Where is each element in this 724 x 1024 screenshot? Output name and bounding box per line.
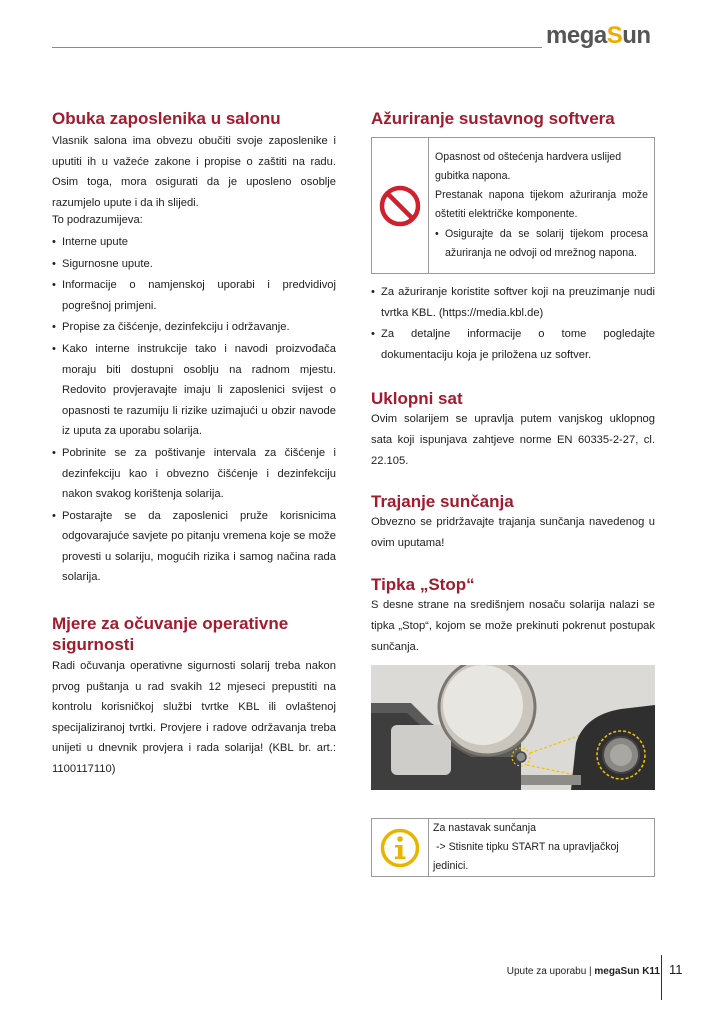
warning-instruction: • Osigurajte da se solarij tijekom procesa ažuriranja ne odvoji od mrežnog napona. (435, 225, 648, 263)
info-line-1: Za nastavak sunčanja (433, 822, 537, 835)
prohibition-sign-icon (372, 138, 429, 273)
list-item: • Pobrinite se za poštivanje intervala za čišćenje i dezinfekciju kao i obvezno čišćenje i dezinfekciju nakon svakog korištenja solarija. (52, 443, 336, 505)
operational-safety-text: Radi očuvanja operativne sigurnosti solarij treba nakon prvog puštanja u rad svakih 12 mjeseci prepustiti na kontrolu korisničkoj službi tvrtke KBL ili ovlaštenoj specijaliziranoj tvrtki. Provjere i radove održavanja treba unijeti u dnevnik provjera i rada solarija! (KBL br. art.: 1100117110) (52, 660, 336, 776)
training-list (52, 232, 336, 588)
list-item: • Sigurnosne upute. (52, 254, 336, 275)
footer: Upute za uporabu | megaSun K11 (506, 966, 660, 977)
list-item: • Interne upute (52, 232, 336, 253)
megasun-logo: megaSun (546, 22, 651, 49)
section-title-training: Obuka zaposlenika u salonu (52, 109, 281, 128)
update-list (371, 282, 655, 365)
training-lead: To podrazumijeva: (52, 214, 143, 227)
warning-text: Prestanak napona tijekom ažuriranja može oštetiti električke komponente. (435, 189, 648, 220)
timer-text: Ovim solarijem se upravlja putem vanjskog uklopnog sata koji ispunjava zahtjeve norme EN 60335-2-27, cl. 22.105. (371, 413, 655, 467)
list-item: • Kako interne instrukcije tako i navodi proizvođača moraju biti dostupni osoblju na radnom mjestu. Redovito provjeravajte imaju li zaposlenici svijest o opasnosti te razumiju li rizike uzimajući u obzir navode iz uputa za uporabu solarija. (52, 339, 336, 442)
section-title-software-update: Ažuriranje sustavnog softvera (371, 109, 615, 128)
info-line-2: -> Stisnite tipku START na upravljačkoj jedinici. (433, 841, 622, 873)
footer-divider (661, 955, 662, 1000)
header-rule (52, 47, 542, 48)
training-intro: Vlasnik salona ima obvezu obučiti svoje zaposlenike i uputiti ih u važeće zakone i propise o zaštiti na radu. Osim toga, mora osigurati da je uposleno osoblje razumjelo upute i da ih slijedi. (52, 135, 336, 209)
list-item: • Informacije o namjenskoj uporabi i predvidivoj pogrešnoj primjeni. (52, 275, 336, 316)
section-title-stop-button: Tipka „Stop“ (371, 575, 475, 595)
stop-button-text: S desne strane na središnjem nosaču solarija nalazi se tipka „Stop“, kojom se može prekinuti pokrenut postupak sunčanja. (371, 599, 655, 653)
list-item: • Postarajte se da zaposlenici pruže korisnicima odgovarajuće savjete po pitanju vremena koje se može provesti u solariju, mogućih rizika i samog načina rada solarija. (52, 506, 336, 588)
section-title-operational-safety: Mjere za očuvanje operativne sigurnosti (52, 614, 289, 655)
list-item: • Za detaljne informacije o tome pogledajte dokumentaciju koja je priložena uz softver. (371, 324, 655, 365)
warning-title: Opasnost od oštećenja hardvera uslijed gubitka napona. (435, 151, 622, 182)
page-number: 11 (669, 962, 683, 977)
warning-box (371, 137, 655, 274)
info-sign-icon (372, 819, 429, 876)
tanning-duration-text: Obvezno se pridržavajte trajanja sunčanja navedenog u ovim uputama! (371, 516, 655, 549)
list-item: • Propise za čišćenje, dezinfekciju i održavanje. (52, 317, 336, 338)
list-item: • Za ažuriranje koristite softver koji na preuzimanje nudi tvrtka KBL. (https://media.kbl.de) (371, 282, 655, 323)
info-box (371, 818, 655, 877)
right-column (371, 108, 655, 877)
left-column (52, 108, 336, 780)
section-title-timer: Uklopni sat (371, 389, 463, 409)
section-title-tanning-duration: Trajanje sunčanja (371, 492, 514, 512)
stop-button-photo (371, 665, 655, 790)
